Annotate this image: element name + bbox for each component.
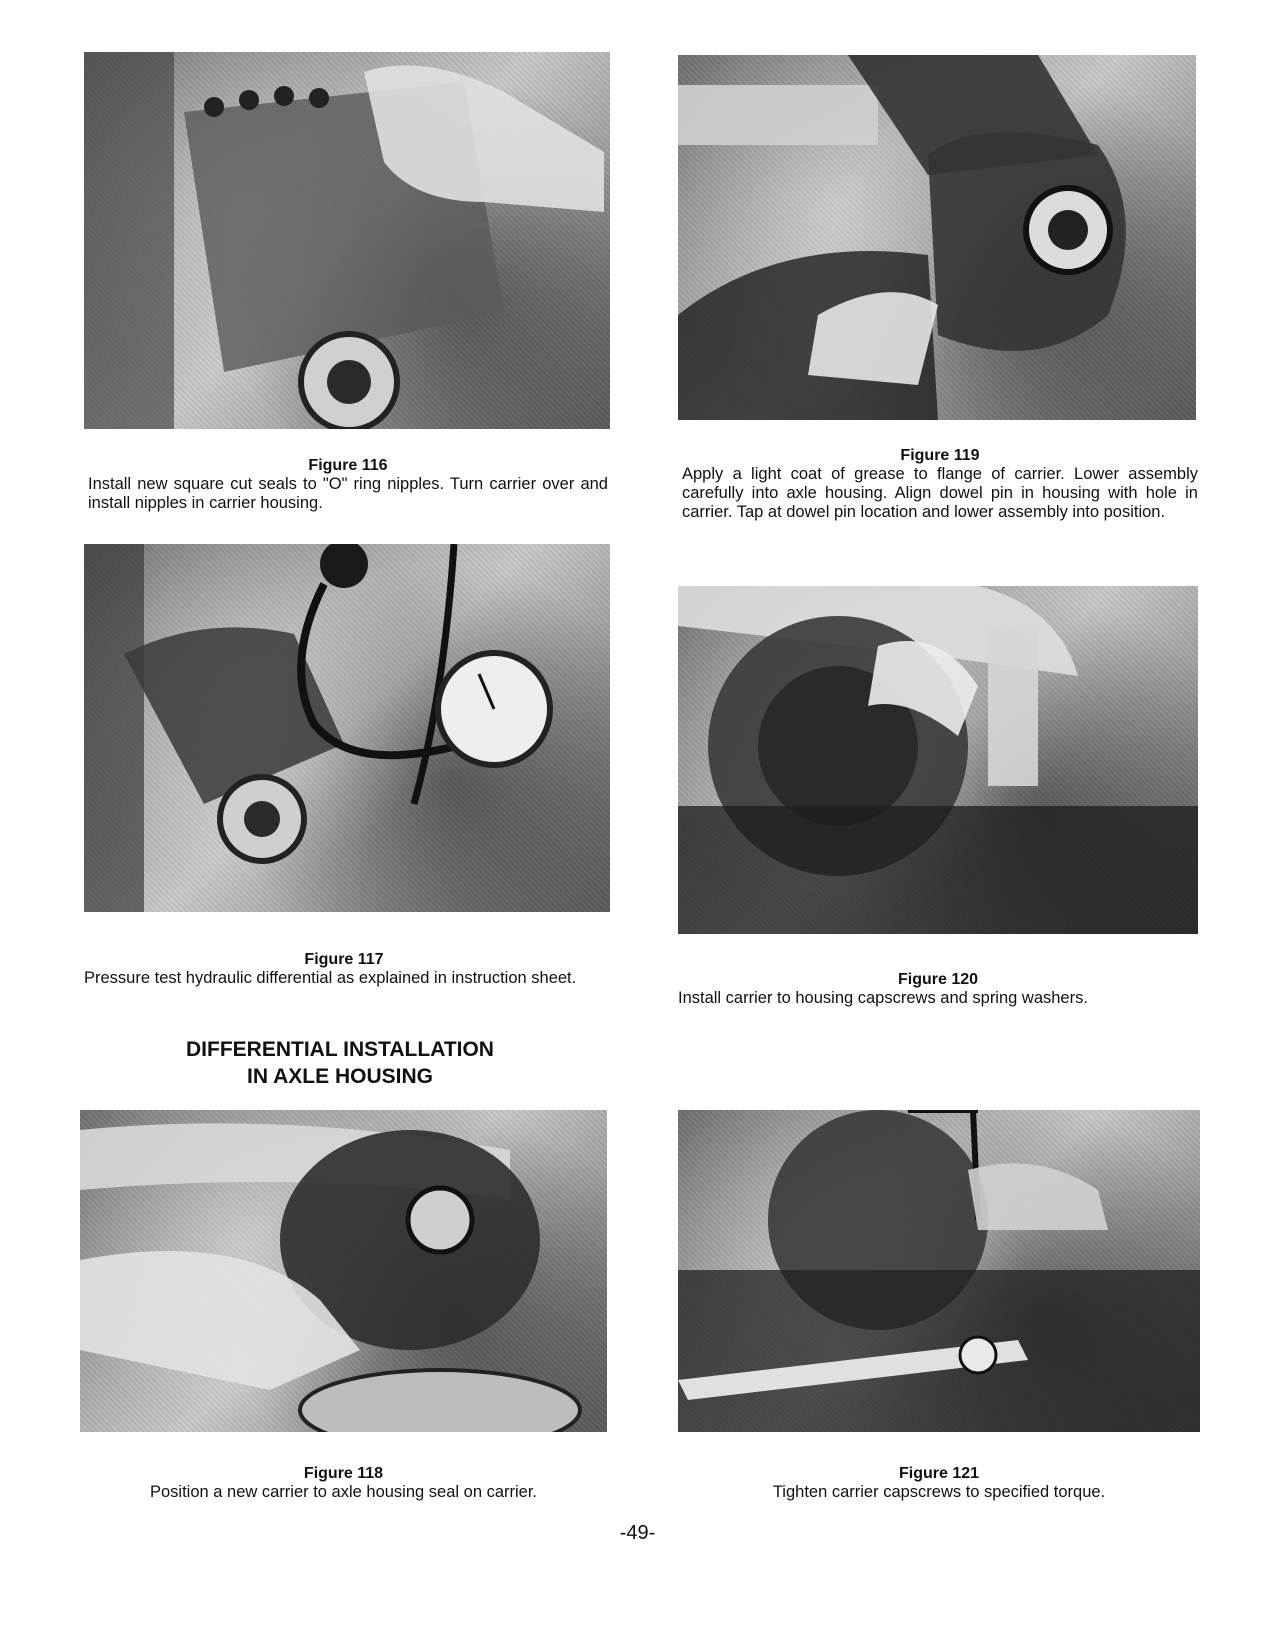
figure-118-label: Figure 118	[303, 1465, 384, 1482]
figure-116-text: Install new square cut seals to "O" ring nipples. Turn carrier over and install nipples in carrier housing.	[88, 475, 608, 512]
figure-117-photo	[84, 544, 610, 912]
figure-120-photo	[678, 586, 1198, 934]
figure-121-text: Tighten carrier capscrews to specified torque.	[772, 1483, 1106, 1501]
figure-116-caption	[88, 456, 608, 513]
figure-118-caption	[80, 1464, 607, 1502]
figure-116-label: Figure 116	[308, 457, 388, 474]
figure-121-caption	[678, 1464, 1200, 1502]
section-heading	[160, 1036, 520, 1090]
figure-116-photo	[84, 52, 610, 429]
figure-120-label: Figure 120	[897, 971, 979, 988]
page-number: -49-	[619, 1522, 656, 1544]
figure-118-text: Position a new carrier to axle housing seal on carrier.	[149, 1483, 538, 1501]
figure-119-text: Apply a light coat of grease to flange of carrier. Lower assembly carefully into axle housing. Align dowel pin in housing with hole in carrier. Tap at dowel pin location and lower assembly into position.	[682, 465, 1198, 521]
figure-119-photo	[678, 55, 1196, 420]
figure-121-label: Figure 121	[898, 1465, 980, 1482]
section-heading-line1: DIFFERENTIAL INSTALLATION	[186, 1038, 494, 1061]
figure-117-label: Figure 117	[304, 951, 384, 968]
figure-117-text: Pressure test hydraulic differential as explained in instruction sheet.	[84, 969, 577, 987]
figure-119-label: Figure 119	[900, 447, 980, 464]
section-heading-line2: IN AXLE HOUSING	[247, 1065, 433, 1088]
figure-120-caption	[678, 970, 1198, 1008]
figure-117-caption	[84, 950, 604, 988]
figure-120-text: Install carrier to housing capscrews and spring washers.	[678, 989, 1088, 1007]
figure-119-caption	[682, 446, 1198, 522]
figure-121-photo	[678, 1110, 1200, 1432]
figure-118-photo	[80, 1110, 607, 1432]
